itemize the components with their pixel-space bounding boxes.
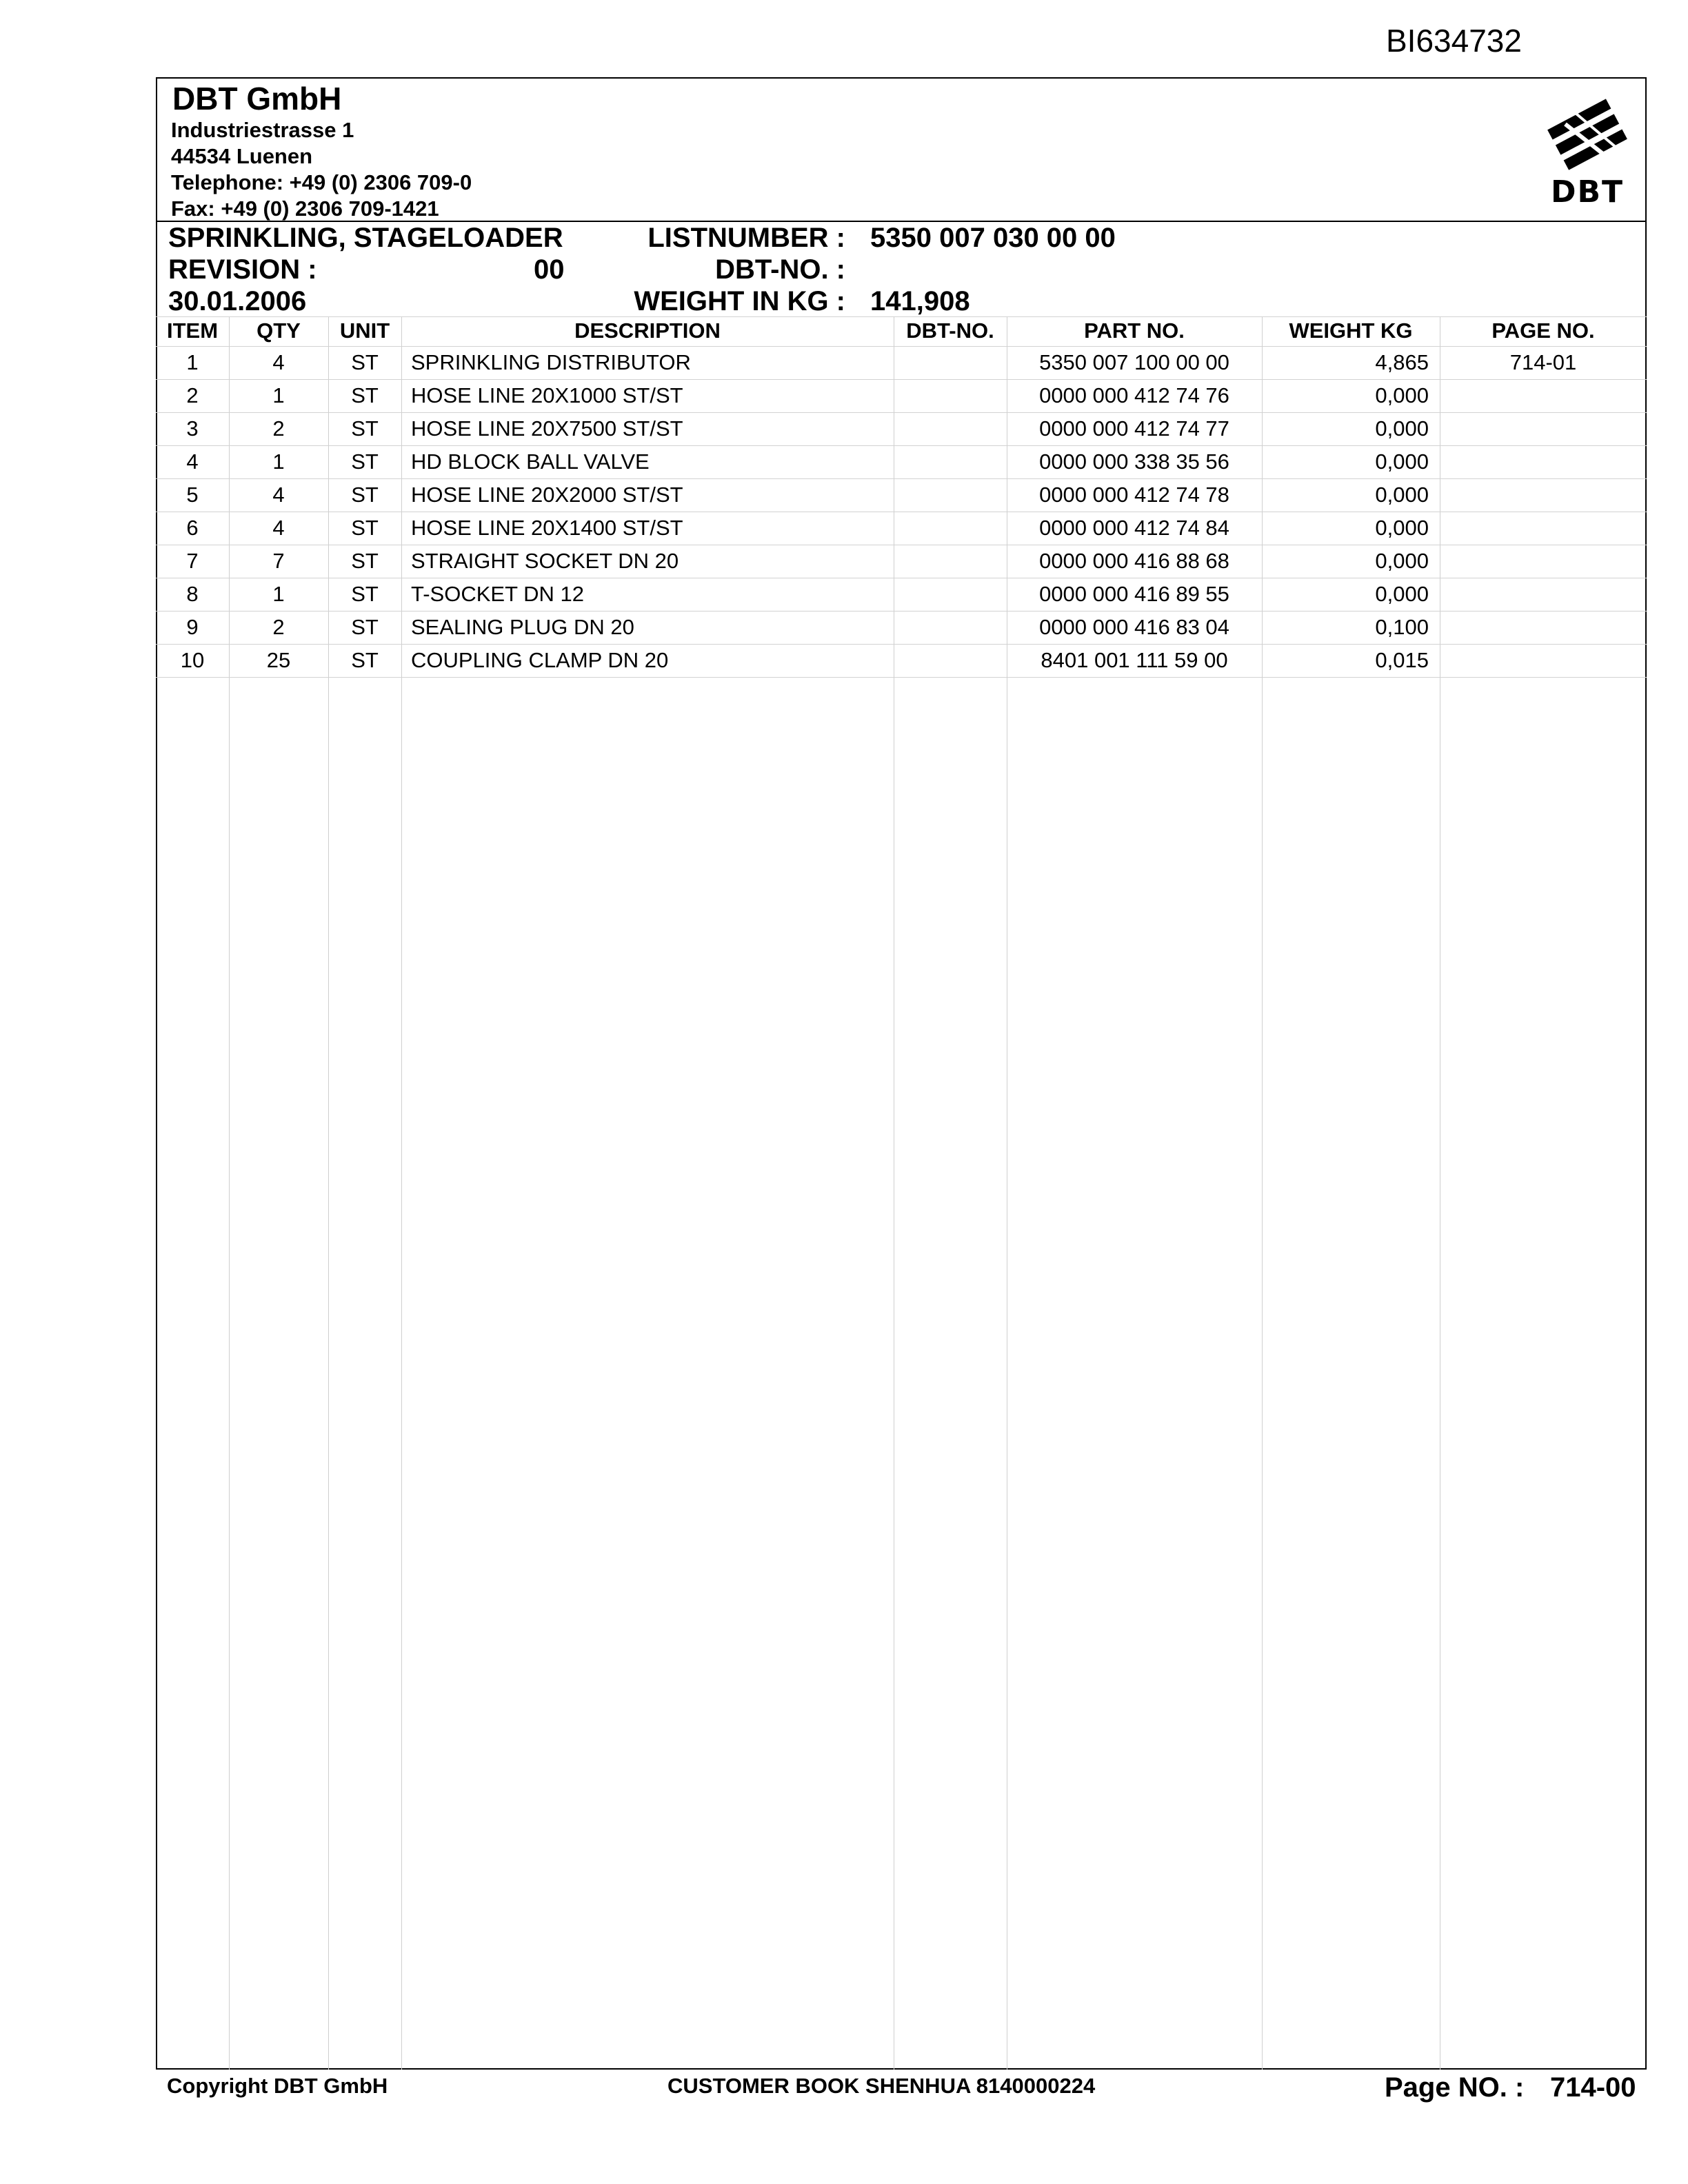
cell-dbtno	[894, 545, 1007, 578]
cell-unit: ST	[351, 648, 379, 672]
cell-dbtno	[894, 346, 1007, 379]
cell-unit: ST	[351, 516, 379, 540]
cell-description: STRAIGHT SOCKET DN 20	[411, 549, 679, 573]
cell-unit: ST	[351, 483, 379, 507]
column-header-item: ITEM	[166, 318, 219, 343]
cell-unit: ST	[351, 549, 379, 573]
cell-item: 6	[186, 516, 199, 540]
cell-description: HOSE LINE 20X2000 ST/ST	[411, 483, 683, 507]
cell-unit: ST	[351, 449, 379, 474]
cell-qty: 2	[272, 416, 285, 441]
weight-label: WEIGHT IN KG :	[634, 286, 845, 316]
list-title: SPRINKLING, STAGELOADER	[168, 223, 563, 253]
cell-item: 10	[180, 648, 205, 672]
column-header-dbtno: DBT-NO.	[906, 318, 994, 343]
cell-pageno	[1440, 379, 1647, 412]
cell-pageno	[1440, 644, 1647, 677]
cell-pageno	[1440, 578, 1647, 611]
column-header-weight: WEIGHT KG	[1289, 318, 1413, 343]
cell-item: 8	[186, 582, 199, 606]
column-header-qty: QTY	[257, 318, 301, 343]
cell-partno: 0000 000 412 74 77	[1039, 416, 1229, 441]
company-fax: Fax: +49 (0) 2306 709-1421	[171, 196, 439, 221]
cell-partno: 0000 000 412 74 84	[1039, 516, 1229, 540]
logo-text: DBT	[1550, 174, 1625, 210]
cell-partno: 5350 007 100 00 00	[1039, 350, 1229, 374]
cell-partno: 0000 000 412 74 76	[1039, 383, 1229, 407]
cell-item: 3	[186, 416, 199, 441]
cell-item: 7	[186, 549, 199, 573]
weight-value: 141,908	[870, 286, 970, 316]
cell-description: HD BLOCK BALL VALVE	[411, 449, 650, 474]
footer-page-label: Page NO. :	[1385, 2072, 1525, 2103]
footer-page-number: 714-00	[1550, 2072, 1636, 2103]
column-header-partno: PART NO.	[1084, 318, 1185, 343]
column-header-unit: UNIT	[339, 318, 390, 343]
column-header-pageno: PAGE NO.	[1491, 318, 1595, 343]
cell-weight: 4,865	[1375, 350, 1429, 374]
cell-description: COUPLING CLAMP DN 20	[411, 648, 669, 672]
cell-description: SEALING PLUG DN 20	[411, 615, 634, 639]
table-row	[156, 644, 1647, 677]
cell-dbtno	[894, 478, 1007, 512]
listnumber-label: LISTNUMBER :	[647, 223, 845, 253]
footer-customer-book: CUSTOMER BOOK SHENHUA 8140000224	[667, 2074, 1096, 2098]
cell-description: T-SOCKET DN 12	[411, 582, 584, 606]
cell-partno: 0000 000 416 88 68	[1039, 549, 1229, 573]
cell-item: 1	[186, 350, 199, 374]
cell-weight: 0,000	[1375, 416, 1429, 441]
cell-item: 4	[186, 449, 199, 474]
cell-pageno	[1440, 611, 1647, 644]
cell-weight: 0,000	[1375, 483, 1429, 507]
cell-qty: 7	[272, 549, 285, 573]
list-date: 30.01.2006	[168, 286, 307, 316]
cell-qty: 4	[272, 483, 285, 507]
column-header-description: DESCRIPTION	[574, 318, 721, 343]
company-street: Industriestrasse 1	[171, 118, 354, 142]
cell-dbtno	[894, 578, 1007, 611]
cell-qty: 2	[272, 615, 285, 639]
cell-partno: 0000 000 338 35 56	[1039, 449, 1229, 474]
cell-description: HOSE LINE 20X1000 ST/ST	[411, 383, 683, 407]
table-row	[156, 545, 1647, 578]
cell-unit: ST	[351, 416, 379, 441]
cell-dbtno	[894, 445, 1007, 478]
cell-pageno	[1440, 412, 1647, 445]
cell-dbtno	[894, 512, 1007, 545]
cell-item: 2	[186, 383, 199, 407]
table-row	[156, 578, 1647, 611]
cell-dbtno	[894, 412, 1007, 445]
cell-weight: 0,000	[1375, 449, 1429, 474]
cell-qty: 4	[272, 350, 285, 374]
cell-pageno	[1440, 545, 1647, 578]
cell-pageno	[1440, 445, 1647, 478]
cell-item: 5	[186, 483, 199, 507]
cell-qty: 4	[272, 516, 285, 540]
cell-unit: ST	[351, 615, 379, 639]
company-logo	[1545, 97, 1630, 210]
cell-partno: 8401 001 111 59 00	[1041, 648, 1228, 672]
cell-description: HOSE LINE 20X7500 ST/ST	[411, 416, 683, 441]
listnumber-value: 5350 007 030 00 00	[870, 223, 1116, 253]
document-id: BI634732	[1386, 23, 1522, 59]
table-row	[156, 478, 1647, 512]
cell-weight: 0,000	[1375, 516, 1429, 540]
cell-item: 9	[186, 615, 199, 639]
footer-copyright: Copyright DBT GmbH	[167, 2074, 388, 2098]
cell-pageno	[1440, 478, 1647, 512]
table-row	[156, 412, 1647, 445]
cell-weight: 0,015	[1375, 648, 1429, 672]
table-row	[156, 611, 1647, 644]
cell-qty: 25	[266, 648, 291, 672]
table-row	[156, 445, 1647, 478]
cell-weight: 0,000	[1375, 383, 1429, 407]
dbtno-label: DBT-NO. :	[715, 254, 845, 285]
cell-partno: 0000 000 416 89 55	[1039, 582, 1229, 606]
company-block	[171, 80, 472, 222]
cell-dbtno	[894, 379, 1007, 412]
cell-unit: ST	[351, 350, 379, 374]
cell-pageno: 714-01	[1509, 350, 1577, 374]
cell-pageno	[1440, 512, 1647, 545]
cell-qty: 1	[272, 582, 285, 606]
cell-partno: 0000 000 412 74 78	[1039, 483, 1229, 507]
cell-dbtno	[894, 644, 1007, 677]
table-row	[156, 379, 1647, 412]
cell-dbtno	[894, 611, 1007, 644]
revision-label: REVISION :	[168, 254, 317, 285]
company-name: DBT GmbH	[172, 81, 342, 117]
row-divider	[156, 677, 1647, 678]
table-row	[156, 346, 1647, 379]
table-row	[156, 512, 1647, 545]
cell-unit: ST	[351, 582, 379, 606]
cell-partno: 0000 000 416 83 04	[1039, 615, 1229, 639]
revision-value: 00	[534, 254, 565, 285]
company-city: 44534 Luenen	[171, 144, 313, 168]
logo-emblem-icon	[1545, 97, 1630, 172]
cell-description: SPRINKLING DISTRIBUTOR	[411, 350, 691, 374]
company-telephone: Telephone: +49 (0) 2306 709-0	[171, 170, 472, 194]
cell-weight: 0,000	[1375, 549, 1429, 573]
cell-description: HOSE LINE 20X1400 ST/ST	[411, 516, 683, 540]
cell-qty: 1	[272, 383, 285, 407]
cell-unit: ST	[351, 383, 379, 407]
cell-qty: 1	[272, 449, 285, 474]
cell-weight: 0,100	[1375, 615, 1429, 639]
cell-weight: 0,000	[1375, 582, 1429, 606]
